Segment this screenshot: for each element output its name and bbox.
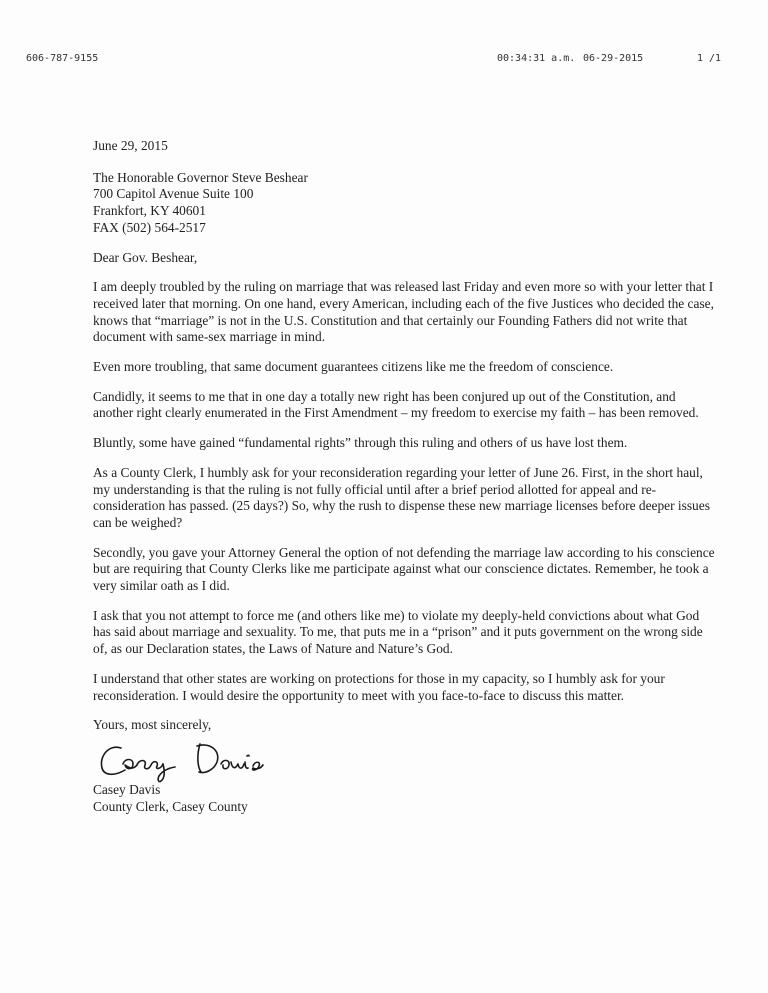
letter-body [93, 138, 718, 815]
fax-date: 06-29-2015 [583, 53, 644, 64]
paragraph: Secondly, you gave your Attorney General the option of not defending the marriage law according to his conscience but are requiring that County Clerks like me participate against what our conscience dictates. Remember, he took a very similar oath as I did. [93, 544, 715, 594]
paragraph: Candidly, it seems to me that in one day a totally new right has been conjured up out of the Constitution, and another right clearly enumerated in the First Amendment – my freedom to exercise my faith – has been removed. [93, 388, 699, 421]
closing: Yours, most sincerely, [93, 717, 212, 733]
recipient-street: 700 Capitol Avenue Suite 100 [93, 186, 254, 202]
handwritten-signature [93, 734, 293, 782]
letter-date: June 29, 2015 [93, 138, 168, 153]
fax-page-count: 1 /1 [697, 53, 722, 64]
signature-image [93, 734, 283, 784]
recipient-name: The Honorable Governor Steve Beshear [93, 169, 308, 185]
paragraph: I am deeply troubled by the ruling on marriage that was released last Friday and even more so with your letter that I received later that morning. On one hand, every American, including each of the five Justices who decided the case, knows that “marriage” is not in the U.S. Constitution and that certainly our Founding Fathers did not write that document with same-sex marriage in mind. [93, 279, 714, 345]
fax-time: 00:34:31 a.m. [497, 53, 576, 64]
paragraph: I ask that you not attempt to force me (and others like me) to violate my deeply-held convictions about what God has said about marriage and sexuality. To me, that puts me in a “prison” and it puts government on the wrong side of, as our Declaration states, the Laws of Nature and Nature’s God. [93, 607, 703, 657]
signer-name: Casey Davis [93, 781, 161, 797]
recipient-fax: FAX (502) 564-2517 [93, 219, 206, 235]
recipient-city: Frankfort, KY 40601 [93, 203, 206, 219]
paragraph: I understand that other states are working on protections for those in my capacity, so I humbly ask for your reconsideration. I would desire the opportunity to meet with you face-to-face to discuss this matter. [93, 670, 665, 703]
fax-header [0, 53, 768, 69]
signer-title: County Clerk, Casey County [93, 798, 248, 814]
fax-phone-number: 606-787-9155 [26, 53, 99, 64]
salutation: Dear Gov. Beshear, [93, 249, 198, 265]
paragraph: Bluntly, some have gained “fundamental rights” through this ruling and others of us have lost them. [93, 435, 628, 451]
paragraph: Even more troubling, that same document guarantees citizens like me the freedom of conscience. [93, 359, 614, 375]
recipient-address [93, 170, 718, 237]
paragraph: As a County Clerk, I humbly ask for your reconsideration regarding your letter of June 26. First, in the short haul, my understanding is that the ruling is not fully official until after a brief period allotted for appeal and re-consideration has passed. (25 days?) So, why the rush to dispense these new marriage licenses before deeper issues can be weighed? [93, 464, 710, 530]
